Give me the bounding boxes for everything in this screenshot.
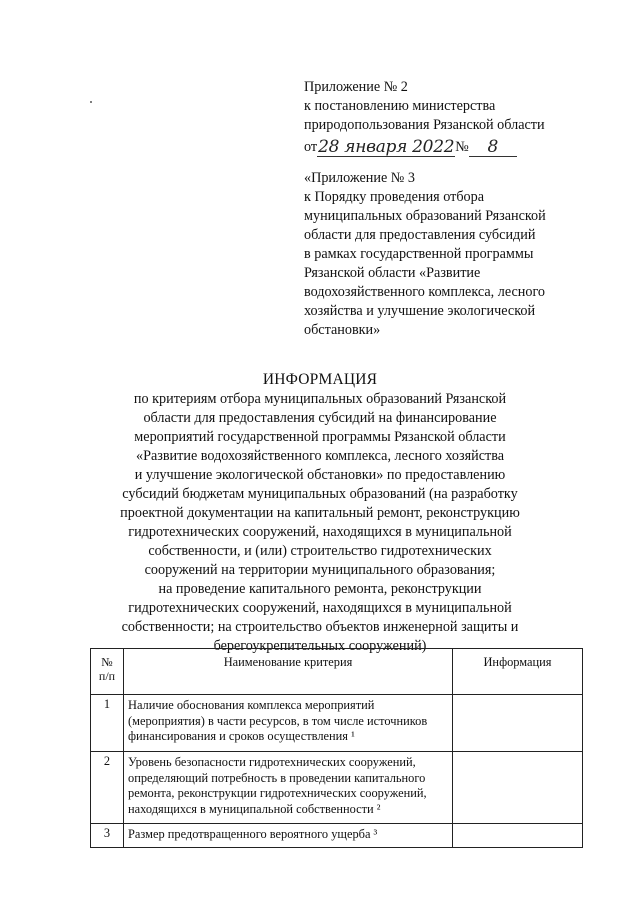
date-prefix: от xyxy=(304,139,318,155)
information-line: берегоукрепительных сооружений) xyxy=(213,638,427,654)
quoted-appendix-line: в рамках государственной программы xyxy=(304,246,534,262)
quoted-appendix-line: водохозяйственного комплекса, лесного xyxy=(304,284,546,300)
row-criterion xyxy=(124,695,453,752)
criterion-line: финансирования и сроков осуществления ¹ xyxy=(128,729,355,743)
number-prefix: № xyxy=(455,139,469,155)
information-line: «Развитие водохозяйственного комплекса, лесного хозяйства xyxy=(135,448,505,464)
information-line: мероприятий государственной программы Рязанской области xyxy=(134,429,506,445)
header-number xyxy=(91,649,124,695)
quoted-appendix-line: «Приложение № 3 xyxy=(304,170,415,186)
header-number-abbr: п/п xyxy=(98,669,116,683)
information-line: собственности; на строительство объектов инженерной защиты и xyxy=(121,619,519,635)
appendix-line: природопользования Рязанской области xyxy=(304,117,545,133)
scan-speck xyxy=(90,101,92,103)
table-header-row xyxy=(91,649,583,695)
information-line: гидротехнических сооружений, находящихся в муниципальной xyxy=(128,524,512,540)
row-criterion xyxy=(124,824,453,848)
row-information-cell[interactable] xyxy=(453,695,583,752)
information-line: и улучшение экологической обстановки» по предоставлению xyxy=(134,467,506,483)
information-line: собственности, и (или) строительство гидротехнических xyxy=(148,543,492,559)
information-line: на проведение капитального ремонта, реконструкции xyxy=(158,581,482,597)
criterion-line: Наличие обоснования комплекса мероприятий xyxy=(128,698,375,712)
row-number: 2 xyxy=(91,752,124,824)
quoted-appendix-line: муниципальных образований Рязанской xyxy=(304,208,546,224)
criterion-line: Размер предотвращенного вероятного ущерба ³ xyxy=(128,827,378,841)
quoted-appendix-line: области для предоставления субсидий xyxy=(304,227,536,243)
quoted-appendix-line: хозяйства и улучшение экологической xyxy=(304,303,536,319)
criterion-line: (мероприятия) в части ресурсов, в том числе источников xyxy=(128,713,428,728)
appendix-line: Приложение № 2 xyxy=(304,79,408,95)
row-number: 1 xyxy=(91,695,124,752)
information-line: области для предоставления субсидий на финансирование xyxy=(143,410,497,426)
criterion-line: находящихся в муниципальной собственности ² xyxy=(128,801,381,816)
header-information: Информация xyxy=(453,649,583,695)
quoted-appendix-line: к Порядку проведения отбора xyxy=(304,189,485,205)
information-line: проектной документации на капитальный ремонт, реконструкцию xyxy=(120,505,520,521)
information-block xyxy=(110,370,530,656)
row-number: 3 xyxy=(91,824,124,848)
header-criterion: Наименование критерия xyxy=(124,649,453,695)
information-line: по критериям отбора муниципальных образований Рязанской xyxy=(133,391,507,407)
table-row xyxy=(91,824,583,848)
information-line: гидротехнических сооружений, находящихся в муниципальной xyxy=(128,600,512,616)
row-criterion xyxy=(124,752,453,824)
row-information-cell[interactable] xyxy=(453,752,583,824)
row-information-cell[interactable] xyxy=(453,824,583,848)
information-line: субсидий бюджетам муниципальных образований (на разработку xyxy=(122,486,518,502)
table-row xyxy=(91,752,583,824)
criterion-line: ремонта, реконструкции гидротехнических сооружений, xyxy=(128,786,427,800)
criterion-line: определяющий потребность в проведении капитального xyxy=(128,770,426,785)
handwritten-number: 8 xyxy=(469,138,517,157)
handwritten-date: 28 января 2022 xyxy=(318,137,455,157)
information-line: сооружений на территории муниципального образования; xyxy=(144,562,496,578)
criteria-table xyxy=(90,648,583,848)
criterion-line: Уровень безопасности гидротехнических сооружений, xyxy=(128,755,416,769)
header-number-symbol: № xyxy=(101,655,113,669)
quoted-appendix-line: обстановки» xyxy=(304,322,381,338)
appendix-date-line xyxy=(304,135,604,157)
appendix-line: к постановлению министерства xyxy=(304,98,496,114)
document-title: ИНФОРМАЦИЯ xyxy=(262,371,378,388)
appendix-header xyxy=(304,78,604,340)
table-row xyxy=(91,695,583,752)
quoted-appendix-line: Рязанской области «Развитие xyxy=(304,265,481,281)
